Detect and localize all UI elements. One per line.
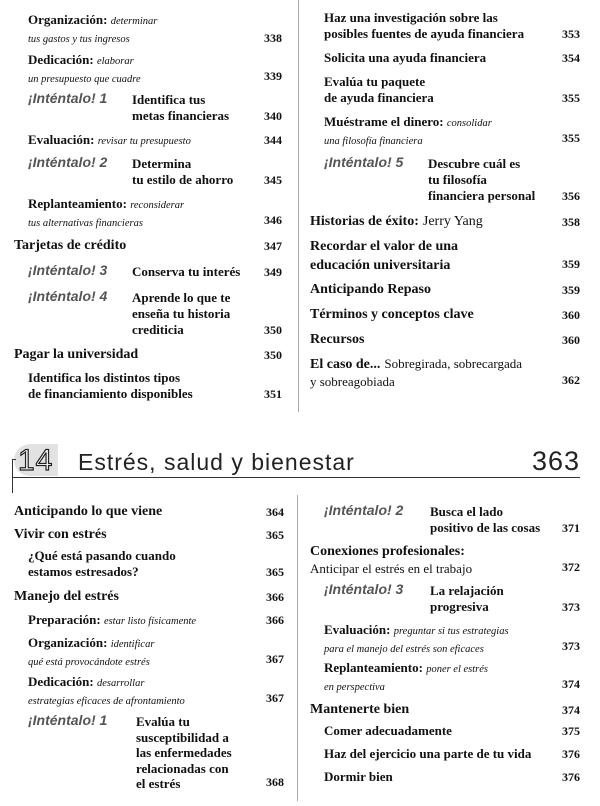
page-number: 373 <box>562 600 580 614</box>
lower-column-divider <box>297 495 298 801</box>
page-number: 374 <box>562 677 580 691</box>
toc-entry[interactable] <box>324 114 580 146</box>
page-number: 372 <box>562 560 580 574</box>
entry-label: Organización: <box>28 12 108 27</box>
page-number: 371 <box>562 521 580 535</box>
toc-entry[interactable] <box>324 10 580 42</box>
chapter-page: 363 <box>531 446 580 476</box>
entry-italic: preguntar si tus estrategias <box>393 626 509 637</box>
page-number: 362 <box>562 373 580 387</box>
toc-entry[interactable] <box>28 548 284 580</box>
toc-entry[interactable] <box>28 635 284 667</box>
page-number: 349 <box>264 265 282 279</box>
entry-label: Evaluación: <box>324 622 391 637</box>
page-number: 376 <box>562 747 580 761</box>
section-title: Pagar la universidad <box>14 347 139 362</box>
entry-italic-2: tus gastos y tus ingresos <box>28 34 130 45</box>
toc-entry[interactable] <box>28 12 282 46</box>
page-number: 365 <box>266 528 284 542</box>
section-title: Anticipando Repaso <box>310 282 431 297</box>
page-number: 340 <box>264 109 282 123</box>
page-number: 359 <box>562 257 580 271</box>
toc-section[interactable] <box>14 587 284 605</box>
entry-label: Replanteamiento: <box>28 196 127 211</box>
entry-label: Replanteamiento: <box>324 660 423 675</box>
section-title: Vivir con estrés <box>14 527 107 542</box>
toc-section[interactable] <box>310 542 580 576</box>
try-it-entry[interactable] <box>28 154 282 188</box>
toc-section[interactable] <box>310 212 580 230</box>
entry-text-2: enseña tu historia <box>132 306 231 321</box>
page-number: 373 <box>562 639 580 653</box>
entry-text-2: metas financieras <box>132 108 230 123</box>
try-it-entry[interactable] <box>324 502 580 536</box>
toc-entry[interactable] <box>28 370 282 402</box>
toc-entry[interactable] <box>324 50 580 66</box>
page-number: 347 <box>264 239 282 253</box>
try-it-label: ¡Inténtalo! 5 <box>324 154 404 170</box>
entry-text-2: susceptibilidad a <box>136 729 229 745</box>
page-number: 366 <box>266 613 284 627</box>
page-number: 344 <box>264 133 282 147</box>
section-title: Recursos <box>310 332 365 347</box>
entry-text-2: de ayuda financiera <box>324 90 434 105</box>
page-number: 360 <box>562 308 580 322</box>
entry-text-2: positivo de las cosas <box>430 520 541 535</box>
entry-text: Conserva tu interés <box>132 264 241 279</box>
entry-italic: estar listo físicamente <box>103 616 197 627</box>
entry-italic: identificar <box>110 639 155 650</box>
section-title: Recordar el valor de una <box>310 239 459 254</box>
toc-section[interactable] <box>310 237 580 273</box>
page-number: 356 <box>562 189 580 203</box>
chapter-rule-tick <box>12 459 13 493</box>
entry-text-4: relacionadas con <box>136 760 229 776</box>
entry-text: Aprende lo que te <box>132 290 231 305</box>
section-title: Tarjetas de crédito <box>14 238 127 253</box>
section-title: Conexiones profesionales: <box>310 544 465 559</box>
entry-text: Identifica tus <box>132 92 206 107</box>
entry-italic-2: estrategias eficaces de afrontamiento <box>28 696 185 707</box>
entry-italic: desarrollar <box>96 678 145 689</box>
entry-italic-2: una filosofía financiera <box>324 136 423 147</box>
entry-italic: poner el estrés <box>426 664 489 675</box>
toc-entry[interactable] <box>28 674 284 706</box>
page-number: 351 <box>264 387 282 401</box>
toc-entry[interactable] <box>324 622 580 654</box>
entry-label: Muéstrame el dinero: <box>324 114 444 129</box>
entry-label: Evaluación: <box>28 132 95 147</box>
entry-text-2: posibles fuentes de ayuda financiera <box>324 26 525 41</box>
section-subject-2: y sobreagobiada <box>310 374 395 389</box>
chapter-title: Estrés, salud y bienestar <box>78 449 355 475</box>
entry-italic-2: en perspectiva <box>324 682 385 693</box>
page-number: 364 <box>266 505 284 519</box>
entry-text: Dormir bien <box>324 769 393 784</box>
entry-text-2: de financiamiento disponibles <box>28 386 193 401</box>
toc-entry[interactable] <box>28 612 284 628</box>
page-number: 345 <box>264 173 282 187</box>
entry-text: ¿Qué está pasando cuando <box>28 548 176 563</box>
try-it-label: ¡Inténtalo! 1 <box>28 712 108 728</box>
page-number: 365 <box>266 565 284 579</box>
page-number: 339 <box>264 69 282 83</box>
entry-text: Comer adecuadamente <box>324 723 452 738</box>
try-it-entry[interactable] <box>28 262 282 280</box>
section-title: El caso de... <box>310 357 381 372</box>
entry-text-2: estamos estresados? <box>28 564 139 579</box>
entry-label: Dedicación: <box>28 52 94 67</box>
toc-section[interactable] <box>14 502 284 520</box>
section-title: Manejo del estrés <box>14 589 119 604</box>
page-number: 353 <box>562 27 580 41</box>
page-number: 358 <box>562 215 580 229</box>
entry-italic: determinar <box>110 16 158 27</box>
try-it-label: ¡Inténtalo! 2 <box>28 154 108 170</box>
toc-entry[interactable] <box>324 660 580 692</box>
page-number: 376 <box>562 770 580 784</box>
page-number: 350 <box>264 323 282 337</box>
upper-column-divider <box>298 0 299 412</box>
entry-italic: consolidar <box>446 118 492 129</box>
entry-italic-2: para el manejo del estrés son eficaces <box>324 644 484 655</box>
entry-italic: reconsiderar <box>130 200 185 211</box>
toc-section[interactable] <box>14 345 282 363</box>
toc-entry[interactable] <box>324 769 580 785</box>
entry-italic: revisar tu presupuesto <box>97 136 191 147</box>
section-subject: Sobregirada, sobrecargada <box>384 356 523 371</box>
toc-section[interactable] <box>310 330 580 348</box>
toc-entry[interactable] <box>324 723 580 739</box>
try-it-label: ¡Inténtalo! 3 <box>28 262 108 278</box>
page-number: 346 <box>264 213 282 227</box>
try-it-entry[interactable] <box>324 581 580 615</box>
entry-italic-2: qué está provocándote estrés <box>28 657 150 668</box>
toc-section[interactable] <box>310 700 580 718</box>
section-subject: Jerry Yang <box>422 214 483 229</box>
try-it-label: ¡Inténtalo! 3 <box>324 581 404 597</box>
page-number: 355 <box>562 91 580 105</box>
try-it-entry[interactable] <box>28 90 282 124</box>
toc-entry[interactable] <box>324 746 580 762</box>
toc-section[interactable] <box>310 280 580 298</box>
try-it-entry[interactable] <box>28 288 282 338</box>
page-number: 368 <box>266 775 284 789</box>
page-number: 355 <box>562 131 580 145</box>
entry-text-3: financiera personal <box>428 188 536 203</box>
page-number: 350 <box>264 348 282 362</box>
entry-text-2: tu estilo de ahorro <box>132 172 234 187</box>
entry-text: Descubre cuál es <box>428 156 521 171</box>
page-number: 366 <box>266 590 284 604</box>
page-number: 360 <box>562 333 580 347</box>
page-number: 359 <box>562 283 580 297</box>
section-title-2: educación universitaria <box>310 258 451 273</box>
section-title: Términos y conceptos clave <box>310 307 474 322</box>
page-number: 354 <box>562 51 580 65</box>
entry-text: Solicita una ayuda financiera <box>324 50 487 65</box>
entry-text-2: progresiva <box>430 599 489 614</box>
entry-text-5: el estrés <box>136 776 181 791</box>
try-it-label: ¡Inténtalo! 2 <box>324 502 404 518</box>
entry-text-3: crediticia <box>132 322 184 337</box>
entry-label: Organización: <box>28 635 108 650</box>
section-subject: Anticipar el estrés en el trabajo <box>310 561 473 576</box>
toc-section[interactable] <box>310 305 580 323</box>
entry-text: Identifica los distintos tipos <box>28 370 181 385</box>
toc-section[interactable] <box>14 236 282 254</box>
try-it-label: ¡Inténtalo! 1 <box>28 90 108 106</box>
section-title: Historias de éxito: <box>310 214 419 229</box>
toc-entry[interactable] <box>28 196 282 228</box>
toc-entry[interactable] <box>28 132 282 148</box>
entry-text: Evalúa tu paquete <box>324 74 426 89</box>
page-number: 374 <box>562 703 580 717</box>
toc-entry[interactable] <box>324 74 580 106</box>
try-it-entry[interactable] <box>28 712 284 790</box>
entry-italic-2: tus alternativas financieras <box>28 218 143 229</box>
try-it-entry[interactable] <box>324 154 580 204</box>
page-number: 375 <box>562 724 580 738</box>
entry-label: Preparación: <box>28 612 101 627</box>
entry-italic-2: un presupuesto que cuadre <box>28 74 141 85</box>
entry-text: Determina <box>132 156 192 171</box>
toc-section[interactable] <box>14 525 284 543</box>
entry-text-2: tu filosofía <box>428 172 487 187</box>
section-title: Anticipando lo que viene <box>14 504 163 519</box>
entry-label: Dedicación: <box>28 674 94 689</box>
entry-text: Haz del ejercicio una parte de tu vida <box>324 746 532 761</box>
chapter-number: 14 <box>18 444 54 477</box>
entry-text: Busca el lado <box>430 504 503 519</box>
page-number: 367 <box>266 652 284 666</box>
chapter-rule <box>12 477 580 478</box>
entry-italic: elaborar <box>96 56 134 67</box>
entry-text: La relajación <box>430 583 504 598</box>
try-it-label: ¡Inténtalo! 4 <box>28 288 108 304</box>
entry-text: Evalúa tu <box>136 714 190 729</box>
entry-text: Haz una investigación sobre las <box>324 10 498 25</box>
section-title: Mantenerte bien <box>310 702 410 717</box>
toc-entry[interactable] <box>28 52 282 84</box>
page-number: 367 <box>266 691 284 705</box>
page-number: 338 <box>264 31 282 45</box>
toc-section[interactable] <box>310 355 580 389</box>
entry-text-3: las enfermedades <box>136 745 232 760</box>
